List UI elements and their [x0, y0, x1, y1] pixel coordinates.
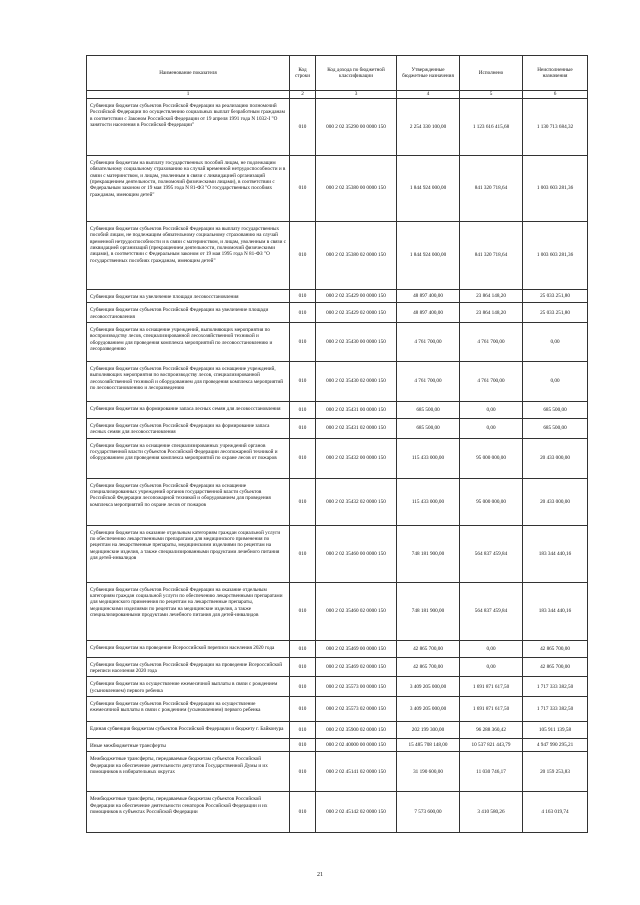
- row-code: 010: [290, 640, 316, 657]
- row-approved: 48 897 400,00: [397, 290, 460, 303]
- table-row: [87, 402, 588, 419]
- row-approved: 42 865 700,00: [397, 640, 460, 657]
- row-executed: 95 000 000,00: [460, 438, 523, 478]
- row-executed: 4 761 700,00: [460, 362, 523, 402]
- row-code: 010: [290, 362, 316, 402]
- table-row: [87, 290, 588, 303]
- row-approved: 115 433 000,00: [397, 438, 460, 478]
- row-executed: 1 691 871 617,50: [460, 697, 523, 722]
- row-name: Субвенции бюджетам субъектов Российской Федерации на увеличение площади лесовосстановления: [87, 303, 290, 323]
- row-name: Субвенции бюджетам субъектов Российской Федерации на выплату государственных пособий лицам, не подлежащим обязательному социальному страхованию на случай временной нетрудоспособности и в связи с материнством, и лицам, уволенным в связи с ликвидацией организаций (прекращением деятельности, полномочий физическими лицами), в соответствии с Федеральным законом от 19 мая 1995 года N 81-ФЗ "О государственных пособиях гражданам, имеющим детей": [87, 222, 290, 290]
- row-name: Субвенции бюджетам субъектов Российской Федерации на оснащение учреждений, выполняющих мероприятия по воспроизводству лесов, специализированной лесохозяйственной техникой и оборудованием для проведения комплекса мероприятий по лесовосстановлению и лесоразведению: [87, 362, 290, 402]
- row-unexecuted: 42 865 700,00: [523, 657, 588, 677]
- row-budget-code: 000 2 02 35573 02 0000 150: [316, 697, 397, 722]
- row-executed: 3 410 580,26: [460, 792, 523, 833]
- row-executed: 1 691 871 617,50: [460, 677, 523, 697]
- row-code: 010: [290, 402, 316, 419]
- row-code: 010: [290, 99, 316, 156]
- row-code: 010: [290, 752, 316, 792]
- row-budget-code: 000 2 02 35469 00 0000 150: [316, 640, 397, 657]
- table-row: [87, 222, 588, 290]
- row-name: Иные межбюджетные трансферты: [87, 739, 290, 752]
- row-code: 010: [290, 739, 316, 752]
- row-executed: 1 123 616 415,68: [460, 99, 523, 156]
- row-approved: 4 761 700,00: [397, 362, 460, 402]
- row-code: 010: [290, 478, 316, 525]
- row-code: 010: [290, 290, 316, 303]
- table-row: [87, 792, 588, 833]
- row-approved: 685 500,00: [397, 419, 460, 439]
- row-unexecuted: 183 344 440,16: [523, 582, 588, 640]
- row-budget-code: 000 2 02 35460 00 0000 150: [316, 525, 397, 582]
- row-executed: 564 837 459,84: [460, 582, 523, 640]
- row-code: 010: [290, 525, 316, 582]
- row-executed: 23 864 148,20: [460, 303, 523, 323]
- row-approved: 31 190 600,00: [397, 752, 460, 792]
- row-name: Межбюджетные трансферты, передаваемые бюджетам субъектов Российской Федерации на обеспечение деятельности сенаторов Российской Федерации и их помощников в субъектах Российской Федерации: [87, 792, 290, 833]
- header-code: Код строки: [290, 56, 316, 91]
- row-code: 010: [290, 419, 316, 439]
- page-number: 21: [317, 872, 323, 878]
- row-unexecuted: 4 163 019,74: [523, 792, 588, 833]
- table-row: [87, 657, 588, 677]
- row-executed: 0,00: [460, 657, 523, 677]
- row-budget-code: 000 2 02 35430 00 0000 150: [316, 323, 397, 362]
- header-approved: Утвержденные бюджетные назначения: [397, 56, 460, 91]
- row-name: Субвенции бюджетам субъектов Российской Федерации на проведение Всероссийской переписи населения 2020 года: [87, 657, 290, 677]
- report-table: [86, 55, 588, 833]
- row-approved: 2 254 330 100,00: [397, 99, 460, 156]
- table-row: [87, 525, 588, 582]
- row-executed: 96 288 360,42: [460, 722, 523, 739]
- row-unexecuted: 183 344 440,16: [523, 525, 588, 582]
- row-approved: 748 181 900,00: [397, 582, 460, 640]
- row-budget-code: 000 2 02 35290 00 0000 150: [316, 99, 397, 156]
- header-num-4: 4: [397, 91, 460, 99]
- header-num-3: 3: [316, 91, 397, 99]
- row-budget-code: 000 2 02 35429 02 0000 150: [316, 303, 397, 323]
- row-unexecuted: 685 500,00: [523, 402, 588, 419]
- header-executed: Исполнено: [460, 56, 523, 91]
- row-budget-code: 000 2 02 35380 02 0000 150: [316, 222, 397, 290]
- row-approved: 115 433 000,00: [397, 478, 460, 525]
- row-code: 010: [290, 438, 316, 478]
- row-executed: 95 000 000,00: [460, 478, 523, 525]
- row-name: Субвенции бюджетам на оснащение учреждений, выполняющих мероприятия по воспроизводству лесов, специализированной лесохозяйственной техникой и оборудованием для проведения комплекса мероприятий по лесовосстановлению и лесоразведению: [87, 323, 290, 362]
- row-approved: 42 865 700,00: [397, 657, 460, 677]
- table-row: [87, 323, 588, 362]
- row-approved: 685 500,00: [397, 402, 460, 419]
- row-name: Субвенции бюджетам на увеличение площади лесовосстановления: [87, 290, 290, 303]
- row-budget-code: 000 2 02 35431 00 0000 150: [316, 402, 397, 419]
- table-row: [87, 419, 588, 439]
- row-name: Субвенции бюджетам на формирование запаса лесных семян для лесовосстановления: [87, 402, 290, 419]
- row-budget-code: 000 2 02 35900 02 0000 150: [316, 722, 397, 739]
- row-unexecuted: 1 003 603 281,36: [523, 222, 588, 290]
- row-approved: 1 844 924 000,00: [397, 156, 460, 222]
- row-unexecuted: 4 947 990 295,21: [523, 739, 588, 752]
- row-code: 010: [290, 722, 316, 739]
- row-approved: 202 199 300,00: [397, 722, 460, 739]
- table-row: [87, 722, 588, 739]
- row-budget-code: 000 2 02 45141 02 0000 150: [316, 752, 397, 792]
- row-unexecuted: 1 003 603 281,36: [523, 156, 588, 222]
- row-approved: 4 761 700,00: [397, 323, 460, 362]
- table-row: [87, 582, 588, 640]
- row-executed: 4 761 700,00: [460, 323, 523, 362]
- row-budget-code: 000 2 02 35460 02 0000 150: [316, 582, 397, 640]
- table-row: [87, 697, 588, 722]
- row-unexecuted: 20 159 253,83: [523, 752, 588, 792]
- row-name: Субвенции бюджетам субъектов Российской Федерации на оснащение специализированных учреждений органов государственной власти субъектов Российской Федерации лесопожарной техникой и оборудованием для проведения комплекса мероприятий по охране лесов от пожаров: [87, 478, 290, 525]
- row-name: Субвенции бюджетам субъектов Российской Федерации на оказание отдельным категориям граждан социальной услуги по обеспечению лекарственными препаратами для медицинского применения по рецептам на лекарственные препараты, медицинскими изделиями по рецептам на медицинские изделия, а также специализированными продуктами лечебного питания для детей-инвалидов: [87, 582, 290, 640]
- row-executed: 564 837 459,84: [460, 525, 523, 582]
- table-row: [87, 677, 588, 697]
- row-unexecuted: 105 911 139,58: [523, 722, 588, 739]
- row-approved: 3 409 205 000,00: [397, 677, 460, 697]
- row-code: 010: [290, 792, 316, 833]
- table-row: [87, 752, 588, 792]
- row-name: Субвенции бюджетам субъектов Российской Федерации на формирование запаса лесных семян для лесовосстановления: [87, 419, 290, 439]
- row-approved: 748 181 900,00: [397, 525, 460, 582]
- row-executed: 11 030 746,17: [460, 752, 523, 792]
- header-name: Наименование показателя: [87, 56, 290, 91]
- row-name: Субвенции бюджетам субъектов Российской Федерации на реализацию полномочий Российской Федерации по осуществлению социальных выплат безработным гражданам в соответствии с Законом Российской Федерации от 19 апреля 1991 года N 1032-I "О занятости населения в Российской Федерации": [87, 99, 290, 156]
- row-executed: 10 537 821 443,79: [460, 739, 523, 752]
- row-approved: 7 573 600,00: [397, 792, 460, 833]
- header-num-2: 2: [290, 91, 316, 99]
- row-approved: 48 897 400,00: [397, 303, 460, 323]
- row-name: Межбюджетные трансферты, передаваемые бюджетам субъектов Российской Федерации на обеспечение деятельности депутатов Государственной Думы и их помощников в избирательных округах: [87, 752, 290, 792]
- table-row: [87, 362, 588, 402]
- row-name: Единая субвенция бюджетам субъектов Российской Федерации и бюджету г. Байконура: [87, 722, 290, 739]
- row-name: Субвенции бюджетам на осуществление ежемесячной выплаты в связи с рождением (усыновлением) первого ребенка: [87, 677, 290, 697]
- row-unexecuted: 685 500,00: [523, 419, 588, 439]
- row-executed: 0,00: [460, 402, 523, 419]
- row-executed: 23 864 148,20: [460, 290, 523, 303]
- row-name: Субвенции бюджетам на проведение Всероссийской переписи населения 2020 года: [87, 640, 290, 657]
- row-approved: 15 485 708 148,00: [397, 739, 460, 752]
- row-approved: 3 409 205 000,00: [397, 697, 460, 722]
- row-budget-code: 000 2 02 40000 00 0000 150: [316, 739, 397, 752]
- row-approved: 1 844 924 000,00: [397, 222, 460, 290]
- table-row: [87, 739, 588, 752]
- row-unexecuted: 0,00: [523, 323, 588, 362]
- header-num-5: 5: [460, 91, 523, 99]
- row-unexecuted: 1 717 333 382,50: [523, 697, 588, 722]
- row-budget-code: 000 2 02 35431 02 0000 150: [316, 419, 397, 439]
- row-code: 010: [290, 222, 316, 290]
- row-code: 010: [290, 582, 316, 640]
- row-code: 010: [290, 156, 316, 222]
- row-budget-code: 000 2 02 35430 02 0000 150: [316, 362, 397, 402]
- row-name: Субвенции бюджетам субъектов Российской Федерации на осуществление ежемесячной выплаты в связи с рождением (усыновлением) первого ребенка: [87, 697, 290, 722]
- table-row: [87, 640, 588, 657]
- row-code: 010: [290, 303, 316, 323]
- table-row: [87, 156, 588, 222]
- row-executed: 841 320 718,64: [460, 156, 523, 222]
- row-budget-code: 000 2 02 35380 00 0000 150: [316, 156, 397, 222]
- row-unexecuted: 42 865 700,00: [523, 640, 588, 657]
- table-row: [87, 438, 588, 478]
- row-name: Субвенции бюджетам на выплату государственных пособий лицам, не подлежащим обязательному социальному страхованию на случай временной нетрудоспособности и в связи с материнством, и лицам, уволенным в связи с ликвидацией организаций (прекращением деятельности, полномочий физическими лицами), в соответствии с Федеральным законом от 19 мая 1995 года N 81-ФЗ "О государственных пособиях гражданам, имеющим детей": [87, 156, 290, 222]
- table-body: [87, 99, 588, 833]
- row-executed: 0,00: [460, 419, 523, 439]
- header-num-1: 1: [87, 91, 290, 99]
- row-name: Субвенции бюджетам на оказание отдельным категориям граждан социальной услуги по обеспечению лекарственными препаратами для медицинского применения по рецептам на лекарственные препараты, медицинскими изделиями по рецептам на медицинские изделия, а также специализированными продуктами лечебного питания для детей-инвалидов: [87, 525, 290, 582]
- header-budget-code: Код дохода по бюджетной классификации: [316, 56, 397, 91]
- row-unexecuted: 1 717 333 382,50: [523, 677, 588, 697]
- row-code: 010: [290, 657, 316, 677]
- row-unexecuted: 20 433 000,00: [523, 478, 588, 525]
- row-unexecuted: 0,00: [523, 362, 588, 402]
- row-budget-code: 000 2 02 35469 02 0000 150: [316, 657, 397, 677]
- row-code: 010: [290, 677, 316, 697]
- row-code: 010: [290, 323, 316, 362]
- row-budget-code: 000 2 02 35432 00 0000 150: [316, 438, 397, 478]
- row-executed: 841 320 718,64: [460, 222, 523, 290]
- row-unexecuted: 20 433 000,00: [523, 438, 588, 478]
- row-budget-code: 000 2 02 45142 02 0000 150: [316, 792, 397, 833]
- header-num-6: 6: [523, 91, 588, 99]
- header-unexecuted: Неисполненные назначения: [523, 56, 588, 91]
- row-budget-code: 000 2 02 35429 00 0000 150: [316, 290, 397, 303]
- row-code: 010: [290, 697, 316, 722]
- table-row: [87, 99, 588, 156]
- row-name: Субвенции бюджетам на оснащение специализированных учреждений органов государственной власти субъектов Российской Федерации лесопожарной техникой и оборудованием для проведения комплекса мероприятий по охране лесов от пожаров: [87, 438, 290, 478]
- row-unexecuted: 25 033 251,80: [523, 290, 588, 303]
- row-budget-code: 000 2 02 35573 00 0000 150: [316, 677, 397, 697]
- row-unexecuted: 25 033 251,80: [523, 303, 588, 323]
- row-budget-code: 000 2 02 35432 02 0000 150: [316, 478, 397, 525]
- row-unexecuted: 1 130 713 684,32: [523, 99, 588, 156]
- row-executed: 0,00: [460, 640, 523, 657]
- table-row: [87, 303, 588, 323]
- table-row: [87, 478, 588, 525]
